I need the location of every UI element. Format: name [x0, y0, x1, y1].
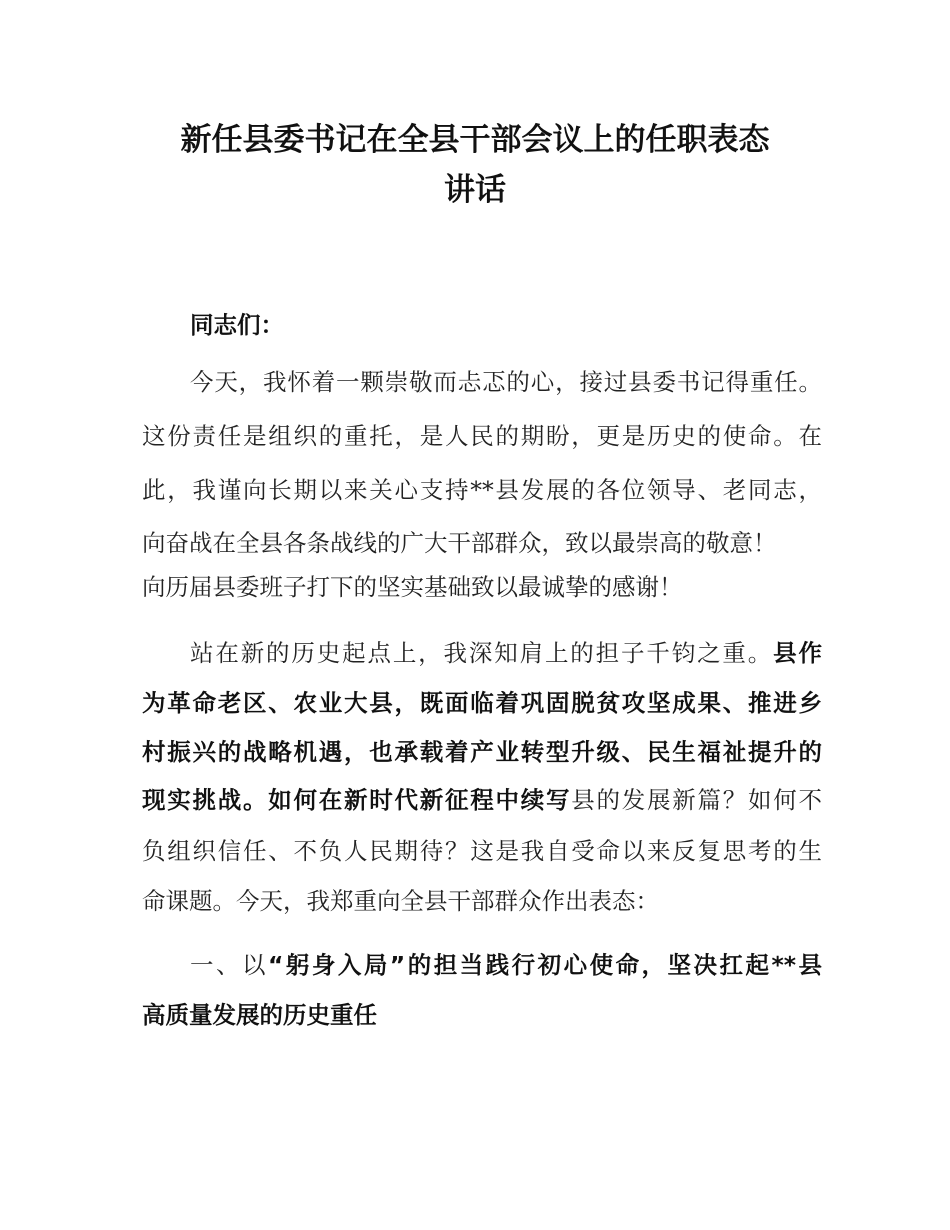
para2-text: 县的发展新篇？如何不: [571, 786, 822, 814]
para1-line: 向奋战在全县各条战线的广大干部群众，致以最崇高的敬意！: [142, 529, 777, 557]
section-heading: [190, 949, 822, 982]
para2-line: 村振兴的战略机遇，也承载着产业转型升级、民生福祉提升的: [142, 738, 822, 766]
para2-line: 负组织信任、不负人民期待？这是我自受命以来反复思考的生: [142, 837, 822, 865]
heading-text: “躬身入局”的担当践行初心使命，坚决扛起**县: [267, 951, 823, 979]
para2-line: 为革命老区、农业大县，既面临着巩固脱贫攻坚成果、推进乡: [142, 689, 822, 717]
para2-line: 命课题。今天，我郑重向全县干部群众作出表态：: [142, 887, 659, 915]
para2-text-bold: 县作: [773, 639, 823, 667]
document-title: 新任县委书记在全县干部会议上的任职表态: [180, 122, 770, 158]
heading-number: 一、以: [190, 951, 268, 979]
para2-text-bold: 现实挑战。如何在新时代新征程中续写: [142, 786, 572, 814]
document-title-cont: 讲话: [444, 172, 506, 208]
greeting: 同志们：: [190, 311, 284, 339]
para1-line: 向历届县委班子打下的坚实基础致以最诚挚的感谢！: [142, 573, 683, 601]
para1-line: 今天，我怀着一颗崇敬而忐忑的心，接过县委书记得重任。: [190, 368, 822, 396]
para2-text: 站在新的历史起点上，我深知肩上的担子千钧之重。: [190, 639, 774, 667]
para2-line: [142, 784, 822, 817]
section-heading-cont: 高质量发展的历史重任: [142, 1001, 377, 1029]
para2-line: [190, 637, 822, 670]
para1-line: 此，我谨向长期以来关心支持**县发展的各位领导、老同志，: [142, 476, 822, 504]
para1-line: 这份责任是组织的重托，是人民的期盼，更是历史的使命。在: [142, 422, 822, 450]
